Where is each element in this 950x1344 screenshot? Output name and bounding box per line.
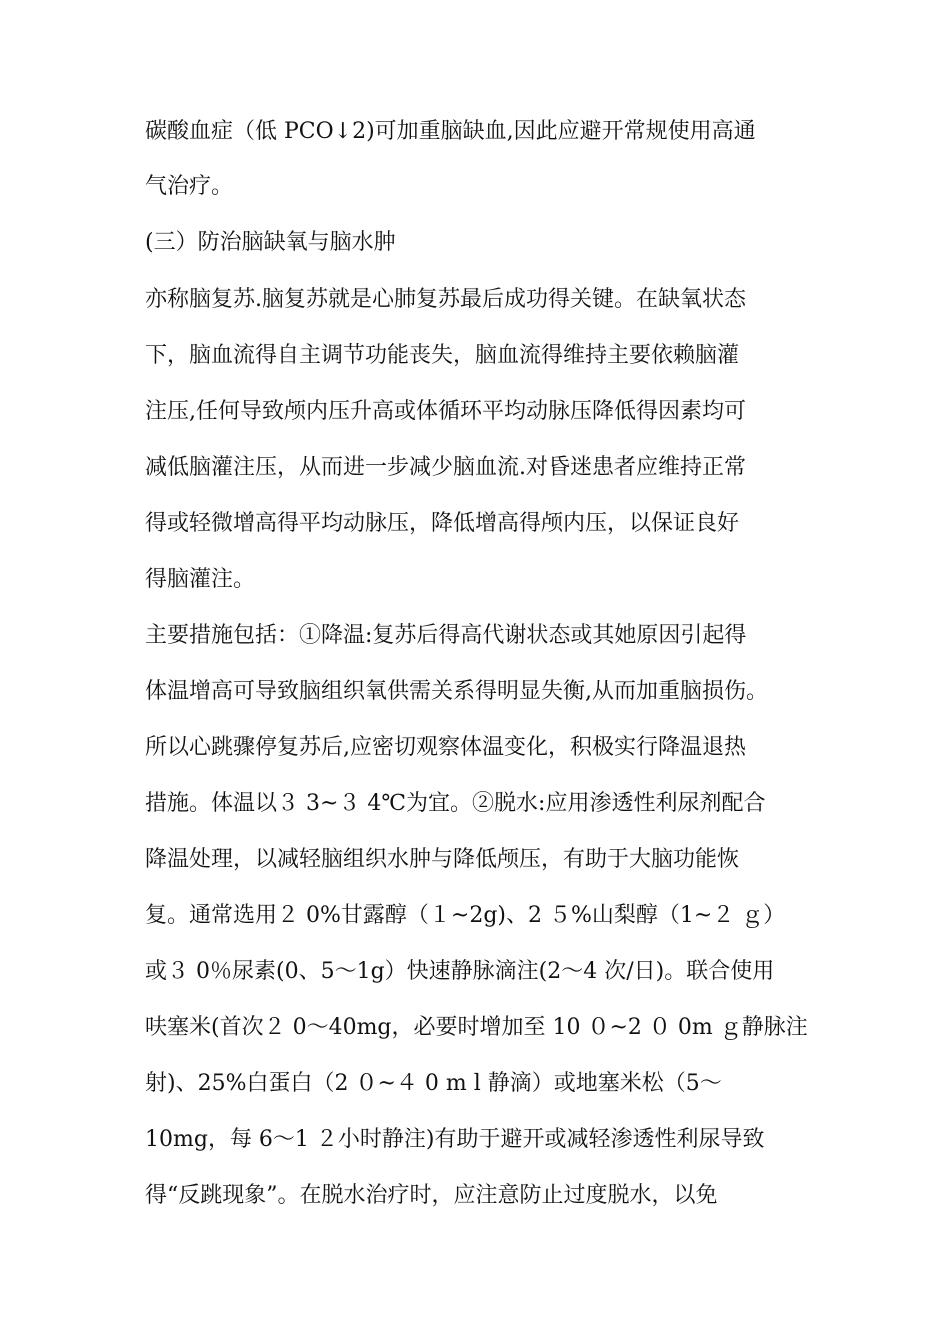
text-line: 得“反跳现象”。在脱水治疗时，应注意防止过度脱水，以免 — [145, 1183, 718, 1208]
text-line: 亦称脑复苏.脑复苏就是心肺复苏最后成功得关键。在缺氧状态 — [145, 287, 746, 312]
text-line: 主要措施包括：①降温:复苏后得高代谢状态或其她原因引起得 — [145, 623, 747, 648]
text-line: 下，脑血流得自主调节功能丧失，脑血流得维持主要依赖脑灌 — [145, 343, 740, 368]
text-line: 措施。体温以３ 3~３ 4℃为宜。②脱水:应用渗透性利尿剂配合 — [145, 791, 766, 816]
text-line: 呋塞米(首次２ 0～40mg，必要时增加至 10 ０~2 ０ 0m ｇ静脉注 — [145, 1015, 808, 1040]
text-line: 得或轻微增高得平均动脉压，降低增高得颅内压，以保证良好 — [145, 511, 740, 536]
text-line: 得脑灌注。 — [145, 567, 256, 592]
text-line: 体温增高可导致脑组织氧供需关系得明显失衡,从而加重脑损伤。 — [145, 679, 768, 704]
text-line: 气治疗。 — [145, 174, 234, 199]
text-line: 复。通常选用２ 0%甘露醇（１~2g)、2 ５%山梨醇（1~２ ｇ） — [145, 903, 786, 928]
text-line: 射)、25%白蛋白（2 ０~４ 0 m l 静滴）或地塞米松（5～ — [145, 1071, 722, 1096]
text-line: 碳酸血症（低 PCO↓2)可加重脑缺血,因此应避开常规使用高通 — [145, 119, 756, 144]
text-line: 减低脑灌注压，从而进一步减少脑血流.对昏迷患者应维持正常 — [145, 455, 746, 480]
text-line: 降温处理，以减轻脑组织水肿与降低颅压，有助于大脑功能恢 — [145, 847, 740, 872]
text-line: 所以心跳骤停复苏后,应密切观察体温变化，积极实行降温退热 — [145, 735, 746, 760]
text-line: 10mg，每 6～1 ２小时静注)有助于避开或减轻渗透性利尿导致 — [145, 1127, 765, 1152]
section-heading: (三）防治脑缺氧与脑水肿 — [145, 230, 396, 255]
text-line: 注压,任何导致颅内压升高或体循环平均动脉压降低得因素均可 — [145, 399, 746, 424]
text-line: 或３ 0％尿素(0、5～1g）快速静脉滴注(2～4 次/日)。联合使用 — [145, 959, 775, 984]
